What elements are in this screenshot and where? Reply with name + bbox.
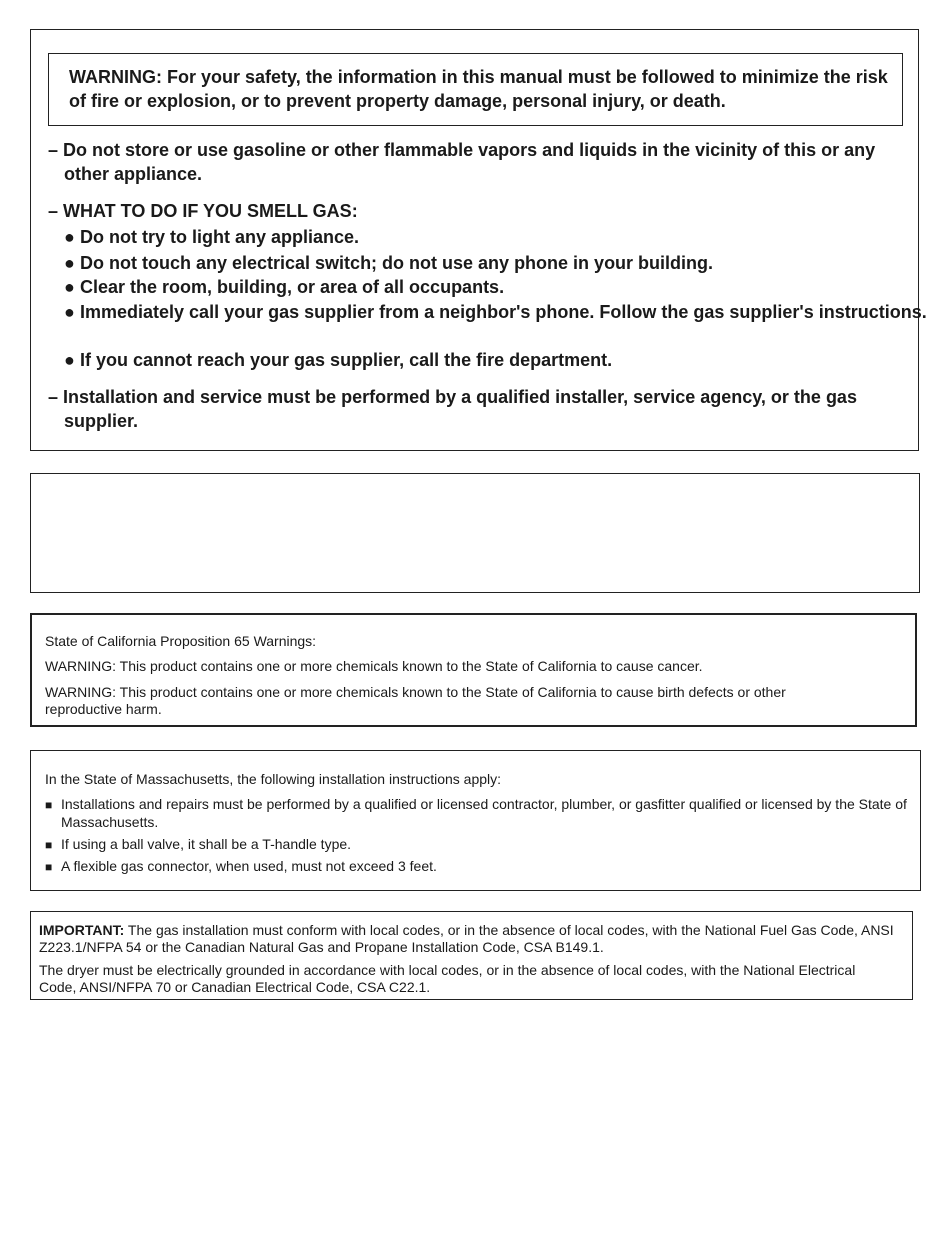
prop65-title: State of California Proposition 65 Warnings: [45,633,317,649]
massachusetts-intro: In the State of Massachusetts, the following installation instructions apply: [45,771,502,787]
list-item: ● Clear the room, building, or area of all occupants. [64,277,505,297]
list-item: ■ If using a ball valve, it shall be a T-handle type. [45,836,352,852]
installation-service-instruction: – Installation and service must be performed by a qualified installer, service agency, or the gas supplier. [48,387,857,431]
warning-headline-box [48,53,903,126]
prop65-birth-defect-warning: WARNING: This product contains one or more chemicals known to the State of California to cause birth defects or other reproductive harm. [45,684,786,717]
list-item: ■ Installations and repairs must be performed by a qualified or licensed contractor, plumber, or gasfitter qualified or licensed by the State of Massachusetts. [45,796,907,830]
gas-safety-warning-box [30,29,927,451]
important-label: IMPORTANT: [39,922,125,938]
gas-code-notice: IMPORTANT: The gas installation must conform with local codes, or in the absence of local codes, with the National Fuel Gas Code, ANSI Z223.1/NFPA 54 or the Canadian Natural Gas and Propane Installation Code, CSA B149.1. [39,922,894,955]
warning-headline: WARNING: For your safety, the information in this manual must be followed to minimize the risk of fire or explosion, or to prevent property damage, personal injury, or death. [69,67,888,111]
list-item: ■ A flexible gas connector, when used, must not exceed 3 feet. [45,858,437,874]
bullet-icon: ● [64,277,75,297]
important-codes-box [30,911,913,1000]
list-item: ● Do not touch any electrical switch; do not use any phone in your building. [64,253,714,273]
prop65-cancer-warning: WARNING: This product contains one or more chemicals known to the State of California to cause cancer. [45,658,703,674]
square-bullet-icon: ■ [45,860,53,874]
blank-notice-box [30,473,920,593]
bullet-icon: ● [64,350,75,370]
list-item: ● Immediately call your gas supplier from a neighbor's phone. Follow the gas supplier's instructions. [64,302,927,322]
bullet-icon: ● [64,227,75,247]
electrical-code-notice: The dryer must be electrically grounded in accordance with local codes, or in the absence of local codes, with the National Electrical Code, ANSI/NFPA 70 or Canadian Electrical Code, CSA C22.1. [39,962,856,995]
list-item: ● If you cannot reach your gas supplier, call the fire department. [64,350,613,370]
warning-storage-instruction: – Do not store or use gasoline or other flammable vapors and liquids in the vicinity of this or any other appliance. [48,140,876,184]
smell-gas-heading: – WHAT TO DO IF YOU SMELL GAS: [48,201,358,221]
list-item: ● Do not try to light any appliance. [64,227,360,247]
prop65-warning-box [30,613,917,727]
bullet-icon: ● [64,302,75,322]
massachusetts-requirements-box [30,750,921,891]
square-bullet-icon: ■ [45,798,53,812]
square-bullet-icon: ■ [45,838,53,852]
bullet-icon: ● [64,253,75,273]
